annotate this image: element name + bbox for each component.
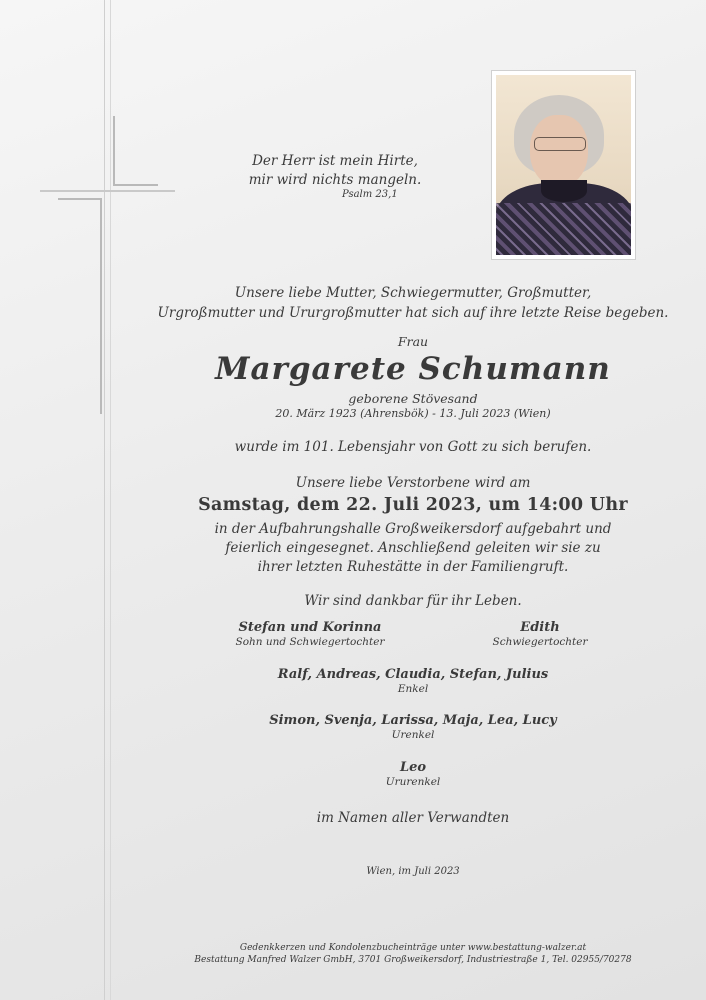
mourner-name: Simon, Svenja, Larissa, Maja, Lea, Lucy	[269, 713, 557, 728]
intro-line-2: Urgroßmutter und Ururgroßmutter hat sich auf ihre letzte Reise begeben.	[157, 305, 669, 321]
psalm-quote	[240, 152, 430, 190]
ceremony-date: Samstag, dem 22. Juli 2023, um 14:00 Uhr	[198, 495, 628, 515]
mourner-relation: Urenkel	[391, 729, 435, 741]
life-dates: 20. März 1923 (Ahrensbök) - 13. Juli 2023 (Wien)	[275, 407, 551, 420]
mourner-name: Stefan und Korinna	[238, 620, 382, 635]
family-line: im Namen aller Verwandten	[316, 810, 510, 826]
mourner-relation: Schwiegertochter	[492, 636, 588, 648]
footer	[0, 942, 706, 966]
footer-line-2: Bestattung Manfred Walzer GmbH, 3701 Großweikersdorf, Industriestraße 1, Tel. 02955/70278	[194, 955, 632, 965]
footer-line-1: Gedenkkerzen und Kondolenzbucheinträge unter www.bestattung-walzer.at	[239, 943, 587, 953]
psalm-reference: Psalm 23,1	[342, 189, 398, 200]
mourner-relation: Enkel	[397, 683, 429, 695]
mourner-name: Leo	[399, 760, 427, 775]
psalm-line-1: Der Herr ist mein Hirte,	[252, 153, 418, 169]
intro-line-1: Unsere liebe Mutter, Schwiegermutter, Großmutter,	[234, 285, 592, 301]
portrait-photo	[491, 70, 636, 260]
birth-name: geborene Stövesand	[348, 391, 478, 406]
thanks-line: Wir sind dankbar für ihr Leben.	[304, 593, 522, 609]
mourner-relation: Ururenkel	[385, 776, 441, 788]
ceremony-line-1: in der Aufbahrungshalle Großweikersdorf aufgebahrt und	[214, 521, 612, 537]
title-prefix: Frau	[397, 334, 429, 349]
called-line: wurde im 101. Lebensjahr von Gott zu sich berufen.	[234, 439, 592, 455]
mourner-relation: Sohn und Schwiegertochter	[235, 636, 385, 648]
psalm-line-2: mir wird nichts mangeln.	[248, 172, 422, 188]
ceremony-intro: Unsere liebe Verstorbene wird am	[295, 475, 531, 491]
ceremony-line-3: ihrer letzten Ruhestätte in der Familiengruft.	[257, 559, 569, 575]
place-date: Wien, im Juli 2023	[366, 866, 460, 877]
deceased-name: Margarete Schumann	[215, 351, 611, 387]
mourner-name: Edith	[520, 620, 560, 635]
intro-text	[0, 283, 706, 323]
ceremony-details	[0, 520, 706, 577]
ceremony-line-2: feierlich eingesegnet. Anschließend geleiten wir sie zu	[225, 540, 601, 556]
mourner-name: Ralf, Andreas, Claudia, Stefan, Julius	[277, 667, 549, 682]
